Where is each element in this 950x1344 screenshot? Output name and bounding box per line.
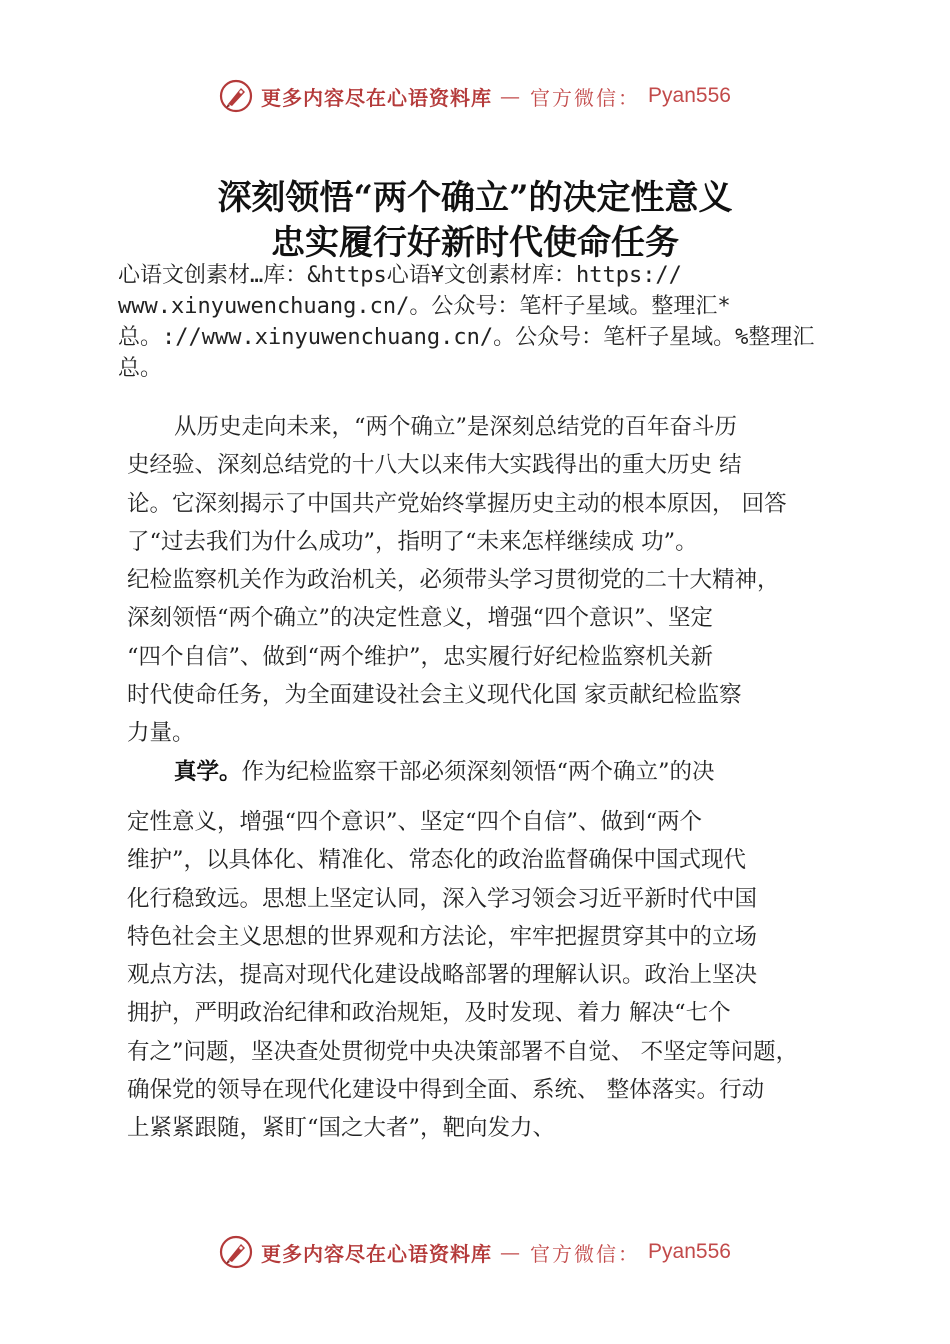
paragraph-line: 化行稳致远。思想上坚定认同，深入学习领会习近平新时代中国 xyxy=(127,885,758,912)
paragraph-line: 确保党的领导在现代化建设中得到全面、系统、 整体落实。行动 xyxy=(127,1077,765,1104)
line-gap xyxy=(127,791,867,803)
paragraph-line: 史经验、深刻总结党的十八大以来伟大实践得出的重大历史 结 xyxy=(127,452,742,479)
paragraph-line-rest: 作为纪检监察干部必须深刻领悟“两个确立”的决 xyxy=(241,758,715,785)
banner-wechat-label: 官方微信： xyxy=(530,1241,641,1266)
paragraph-zhenxue xyxy=(127,753,867,1148)
paragraph-line: 拥护，严明政治纪律和政治规矩，及时发现、着力 解决“七个 xyxy=(127,1000,731,1027)
paragraph-line: 从历史走向未来，“两个确立”是深刻总结党的百年奋斗历 xyxy=(174,414,738,440)
banner-wechat-id: Pyan556 xyxy=(648,84,731,107)
paragraph-line: “四个自信”、做到“两个维护”，忠实履行好纪检监察机关新 xyxy=(127,643,714,670)
paragraph-line xyxy=(127,753,867,791)
header-banner xyxy=(0,76,950,116)
banner-dash: — xyxy=(500,84,523,108)
source-line: 总。 xyxy=(118,356,163,381)
section-lead-bold: 真学。 xyxy=(174,758,242,785)
paragraph-line: 论。它深刻揭示了中国共产党始终掌握历史主动的根本原因， 回答 xyxy=(127,490,787,517)
banner-main-text: 更多内容尽在心语资料库 xyxy=(261,1241,493,1266)
paragraph-line: 维护”，以具体化、精准化、常态化的政治监督确保中国式现代 xyxy=(127,847,747,874)
source-line: www.xinyuwenchuang.cn/。公众号：笔杆子星域。整理汇* xyxy=(118,294,731,319)
pen-nib-logo-icon xyxy=(219,1235,253,1269)
banner-wechat-id: Pyan556 xyxy=(648,1240,731,1263)
banner-wechat-label: 官方微信： xyxy=(530,85,641,110)
paragraph-line: 有之”问题，坚决查处贯彻党中央决策部署不自觉、 不坚定等问题， xyxy=(127,1038,799,1065)
paragraph-line: 时代使命任务，为全面建设社会主义现代化国 家贡献纪检监察 xyxy=(127,682,742,709)
banner-main-text: 更多内容尽在心语资料库 xyxy=(261,85,493,110)
paragraph-line: 纪检监察机关作为政治机关，必须带头学习贯彻党的二十大精神， xyxy=(127,567,780,594)
banner-dash: — xyxy=(500,1240,523,1264)
source-line: 总。://www.xinyuwenchuang.cn/。公众号：笔杆子星域。%整理汇 xyxy=(118,325,815,350)
paragraph-line: 特色社会主义思想的世界观和方法论，牢牢把握贯穿其中的立场 xyxy=(127,923,758,950)
paragraph-line: 了“过去我们为什么成功”，指明了“未来怎样继续成 功”。 xyxy=(127,528,698,555)
paragraph-line: 上紧紧跟随，紧盯“国之大者”，靶向发力、 xyxy=(127,1115,556,1142)
paragraph-line: 定性意义，增强“四个意识”、坚定“四个自信”、做到“两个 xyxy=(127,808,703,835)
source-watermark-text xyxy=(118,260,863,384)
pen-nib-logo-icon xyxy=(219,79,253,113)
paragraph-intro xyxy=(127,408,867,753)
article-body xyxy=(127,408,867,1148)
paragraph-line: 深刻领悟“两个确立”的决定性意义，增强“四个意识”、坚定 xyxy=(127,605,714,632)
paragraph-line: 观点方法，提高对现代化建设战略部署的理解认识。政治上坚决 xyxy=(127,962,758,989)
source-line: 心语文创素材…库：&https心语¥文创素材库：https:// xyxy=(118,263,682,288)
page-title-line-1: 深刻领悟“两个确立”的决定性意义 xyxy=(217,178,733,218)
paragraph-line: 力量。 xyxy=(127,720,195,747)
footer-banner xyxy=(0,1232,950,1272)
page-title-line-2: 忠实履行好新时代使命任务 xyxy=(271,223,679,263)
